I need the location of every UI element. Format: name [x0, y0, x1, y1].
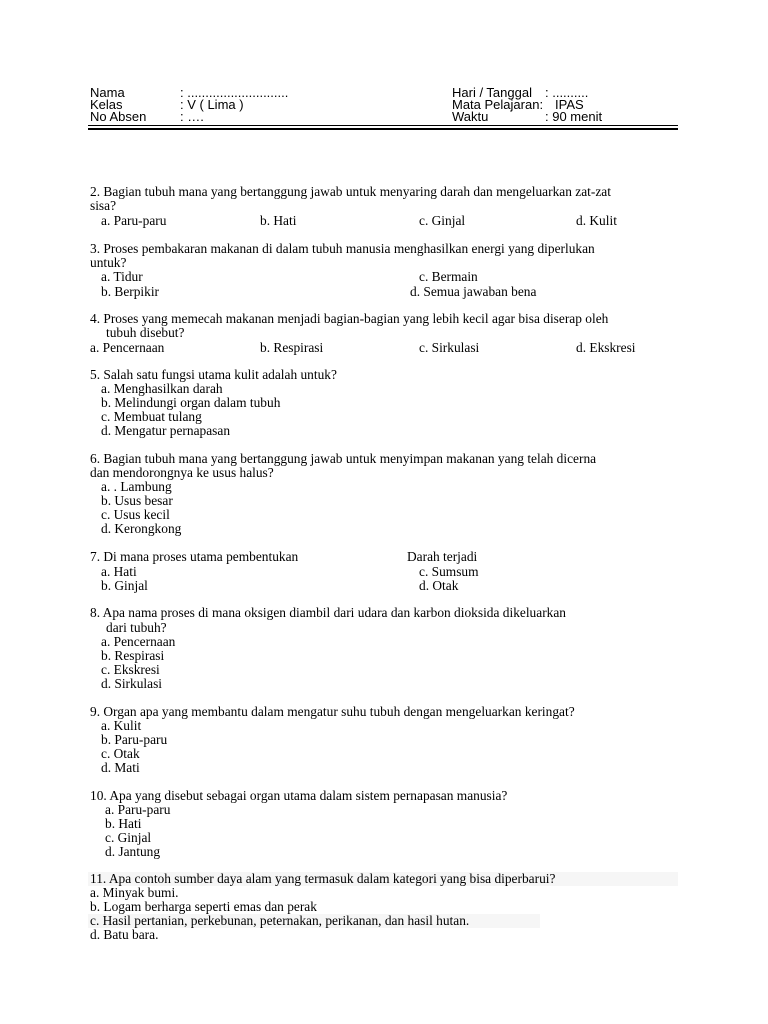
question-text: 9. Organ apa yang membantu dalam mengatur suhu tubuh dengan mengeluarkan keringat?: [90, 704, 575, 719]
answer-option: a. Pencernaan: [101, 634, 176, 649]
answer-option: c. Sirkulasi: [419, 340, 480, 355]
answer-option: b. Ginjal: [101, 578, 148, 593]
time-label: Waktu: [452, 109, 489, 124]
answer-option: c. Bermain: [419, 269, 478, 284]
question-text: sisa?: [90, 198, 117, 213]
question-text: untuk?: [90, 255, 127, 270]
answer-option: b. Logam berharga seperti emas dan perak: [90, 899, 317, 914]
answer-option: d. Ekskresi: [576, 340, 636, 355]
class-value: : V ( Lima ): [180, 97, 244, 112]
answer-option: a. Minyak bumi.: [90, 885, 179, 900]
question-text: 6. Bagian tubuh mana yang bertanggung jawab untuk menyimpan makanan yang telah dicerna: [90, 451, 597, 466]
date-label: Hari / Tanggal: [452, 85, 532, 100]
subject-label: Mata Pelajaran:: [452, 97, 544, 112]
answer-option: d. Batu bara.: [90, 927, 159, 942]
question-text: 5. Salah satu fungsi utama kulit adalah untuk?: [90, 367, 337, 382]
answer-option: a. Menghasilkan darah: [101, 381, 223, 396]
answer-option: d. Sirkulasi: [101, 676, 163, 691]
question-text: dari tubuh?: [106, 620, 167, 635]
subject-value: IPAS: [555, 97, 584, 112]
answer-option: a. Paru-paru: [101, 213, 167, 228]
answer-option: a. Kulit: [101, 718, 142, 733]
date-value: : ..........: [545, 85, 589, 100]
answer-option: b. Usus besar: [101, 493, 173, 508]
answer-option: b. Hati: [260, 213, 297, 228]
absen-label: No Absen: [90, 109, 147, 124]
answer-option: d. Mengatur pernapasan: [101, 423, 231, 438]
answer-option: c. Ginjal: [419, 213, 466, 228]
header-divider-thick: [88, 128, 678, 130]
answer-option: c. Sumsum: [419, 564, 479, 579]
name-label: Nama: [90, 85, 125, 100]
answer-option: b. Respirasi: [260, 340, 324, 355]
answer-option: d. Semua jawaban bena: [410, 284, 537, 299]
answer-option: d. Otak: [419, 578, 459, 593]
answer-option: c. Membuat tulang: [101, 409, 202, 424]
answer-option: a. Hati: [101, 564, 137, 579]
question-text: 8. Apa nama proses di mana oksigen diambil dari udara dan karbon dioksida dikeluarkan: [90, 605, 566, 620]
question-text: 11. Apa contoh sumber daya alam yang termasuk dalam kategori yang bisa diperbarui?: [90, 871, 556, 886]
question-text: 7. Di mana proses utama pembentukan: [90, 549, 299, 564]
question-text: dan mendorongnya ke usus halus?: [90, 465, 274, 480]
name-value: : ............................: [180, 85, 289, 100]
answer-option: b. Respirasi: [101, 648, 165, 663]
answer-option: a. Paru-paru: [105, 802, 171, 817]
answer-option: d. Kulit: [576, 213, 617, 228]
question-text: 4. Proses yang memecah makanan menjadi bagian-bagian yang lebih kecil agar bisa diserap oleh: [90, 311, 609, 326]
answer-option: b. Paru-paru: [101, 732, 168, 747]
absen-value: : ….: [180, 109, 204, 124]
question-text: 2. Bagian tubuh mana yang bertanggung jawab untuk menyaring darah dan mengeluarkan zat-zat: [90, 184, 611, 199]
answer-option: c. Otak: [101, 746, 140, 761]
answer-option: a. Pencernaan: [90, 340, 165, 355]
question-text: 10. Apa yang disebut sebagai organ utama dalam sistem pernapasan manusia?: [90, 788, 508, 803]
answer-option: b. Melindungi organ dalam tubuh: [101, 395, 281, 410]
answer-option: d. Kerongkong: [101, 521, 182, 536]
answer-option: b. Hati: [105, 816, 142, 831]
answer-option: c. Hasil pertanian, perkebunan, peternakan, perikanan, dan hasil hutan.: [90, 913, 470, 928]
header-divider-thin: [88, 125, 678, 126]
answer-option: d. Mati: [101, 760, 140, 775]
answer-option: a. . Lambung: [101, 479, 172, 494]
answer-option: b. Berpikir: [101, 284, 160, 299]
answer-option: c. Usus kecil: [101, 507, 170, 522]
question-text: tubuh disebut?: [106, 325, 185, 340]
answer-option: a. Tidur: [101, 269, 143, 284]
answer-option: c. Ginjal: [105, 830, 152, 845]
time-value: : 90 menit: [545, 109, 603, 124]
class-label: Kelas: [90, 97, 123, 112]
question-text: Darah terjadi: [407, 549, 478, 564]
question-text: 3. Proses pembakaran makanan di dalam tubuh manusia menghasilkan energi yang diperlukan: [90, 241, 595, 256]
answer-option: d. Jantung: [105, 844, 161, 859]
answer-option: c. Ekskresi: [101, 662, 160, 677]
